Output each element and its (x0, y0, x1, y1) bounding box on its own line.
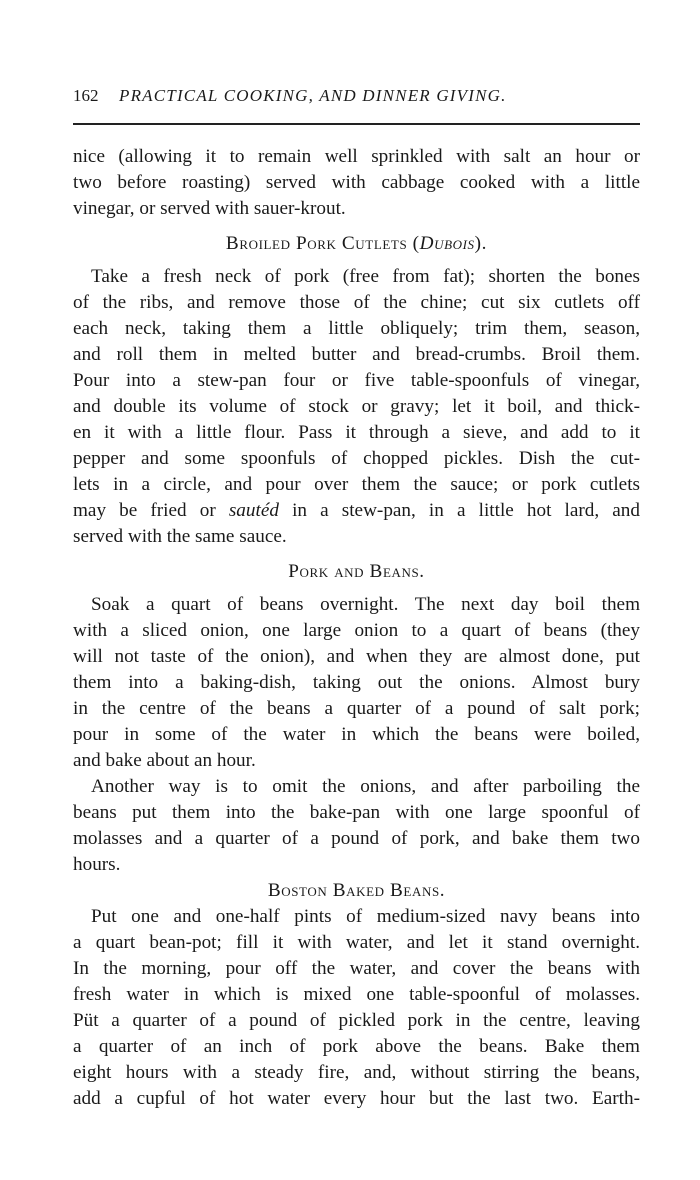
paragraph (73, 264, 640, 550)
text-run: hours. (73, 854, 121, 875)
text-line (73, 1060, 640, 1086)
text-line (73, 774, 640, 800)
text-line (73, 592, 640, 618)
text-run: pepper and some spoonfuls of chopped pickles. Dish the cut- (73, 448, 640, 469)
text-run: molasses and a quarter of a pound of pork, and bake them two (73, 828, 640, 849)
text-run: In the morning, pour off the water, and cover the beans with (73, 958, 640, 979)
text-line (73, 394, 640, 420)
italic-text: sautéd (228, 500, 279, 521)
text-run: eight hours with a steady fire, and, without stirring the beans, (73, 1062, 640, 1083)
text-line (73, 644, 640, 670)
text-line (73, 1034, 640, 1060)
text-line (73, 1008, 640, 1034)
text-run: Püt a quarter of a pound of pickled pork in the centre, leaving (73, 1010, 640, 1031)
text-line (73, 670, 640, 696)
text-line (73, 852, 640, 878)
text-line (73, 446, 640, 472)
text-run: each neck, taking them a little obliquely; trim them, season, (73, 318, 640, 339)
text-line (73, 696, 640, 722)
text-run: vinegar, or served with sauer-krout. (73, 198, 346, 219)
text-run: of the ribs, and remove those of the chine; cut six cutlets off (73, 292, 640, 313)
text-run: in a stew-pan, in a little hot lard, and (278, 500, 640, 521)
text-line (73, 956, 640, 982)
paragraph (73, 592, 640, 774)
text-run: ). (474, 233, 488, 254)
text-line (73, 618, 640, 644)
text-line (73, 144, 640, 170)
paragraph (73, 144, 640, 222)
text-run: Pour into a stew-pan four or five table-spoonfuls of vinegar, (73, 370, 640, 391)
text-run: Broiled Pork Cutlets ( (225, 233, 420, 254)
text-run: Pork and Beans. (288, 561, 425, 582)
text-run: a quarter of an inch of pork above the beans. Bake them (73, 1036, 640, 1057)
text-line (73, 368, 640, 394)
running-title: PRACTICAL COOKING, AND DINNER GIVING. (119, 86, 507, 105)
header-rule (73, 123, 640, 125)
running-header (73, 86, 640, 112)
text-run: may be fried or (73, 500, 229, 521)
text-line (73, 290, 640, 316)
text-run: lets in a circle, and pour over them the sauce; or pork cutlets (73, 474, 640, 495)
text-line (73, 904, 640, 930)
text-run: add a cupful of hot water every hour but the last two. Earth- (73, 1088, 640, 1109)
text-run: pour in some of the water in which the beans were boiled, (73, 724, 640, 745)
text-run: will not taste of the onion), and when they are almost done, put (73, 646, 640, 667)
text-run: beans put them into the bake-pan with one large spoonful of (73, 802, 640, 823)
text-line (73, 498, 640, 524)
section-heading (73, 231, 640, 257)
text-run: served with the same sauce. (73, 526, 287, 547)
text-line (73, 800, 640, 826)
section-heading (73, 878, 640, 904)
text-line (73, 826, 640, 852)
text-line (73, 930, 640, 956)
text-line (73, 472, 640, 498)
text-run: a quart bean-pot; fill it with water, and let it stand overnight. (73, 932, 640, 953)
text-run: fresh water in which is mixed one table-spoonful of molasses. (73, 984, 640, 1005)
text-line (73, 316, 640, 342)
text-run: Another way is to omit the onions, and after parboiling the (91, 776, 640, 797)
paragraph (73, 774, 640, 878)
text-run: two before roasting) served with cabbage cooked with a little (73, 172, 640, 193)
text-line (73, 170, 640, 196)
text-line (73, 264, 640, 290)
text-run: and roll them in melted butter and bread-crumbs. Broil them. (73, 344, 640, 365)
text-run: and bake about an hour. (73, 750, 256, 771)
text-run: en it with a little flour. Pass it through a sieve, and add to it (73, 422, 640, 443)
body-text (73, 144, 640, 1112)
text-run: Put one and one-half pints of medium-sized navy beans into (91, 906, 640, 927)
italic-text: Dubois (419, 233, 475, 254)
text-run: nice (allowing it to remain well sprinkled with salt an hour or (73, 146, 640, 167)
text-line (73, 420, 640, 446)
text-run: in the centre of the beans a quarter of a pound of salt pork; (73, 698, 640, 719)
text-run: with a sliced onion, one large onion to a quart of beans (they (73, 620, 640, 641)
text-line (73, 748, 640, 774)
text-run: and double its volume of stock or gravy; let it boil, and thick- (73, 396, 640, 417)
text-line (73, 1086, 640, 1112)
text-line (73, 196, 640, 222)
text-run: them into a baking-dish, taking out the onions. Almost bury (73, 672, 640, 693)
section-heading (73, 559, 640, 585)
text-line (73, 524, 640, 550)
text-line (73, 982, 640, 1008)
text-line (73, 342, 640, 368)
paragraph (73, 904, 640, 1112)
text-run: Take a fresh neck of pork (free from fat); shorten the bones (91, 266, 640, 287)
page-number: 162 (73, 86, 99, 105)
text-line (73, 722, 640, 748)
text-run: Boston Baked Beans. (267, 880, 446, 901)
text-run: Soak a quart of beans overnight. The next day boil them (91, 594, 640, 615)
